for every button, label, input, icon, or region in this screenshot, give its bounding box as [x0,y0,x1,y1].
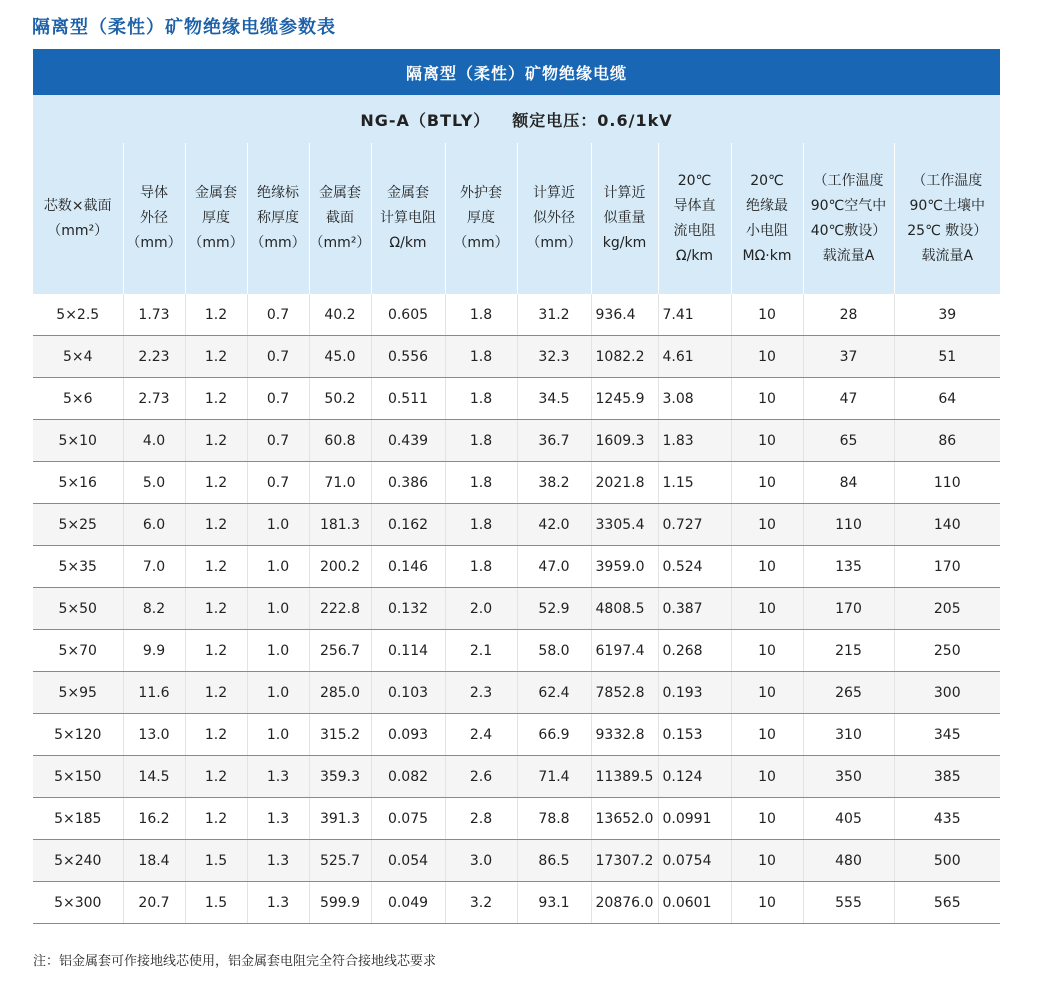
table-cell: 1.2 [185,714,247,756]
table-cell: 45.0 [309,336,371,378]
column-header-line: 20℃ [677,172,712,189]
table-cell: 0.132 [371,588,445,630]
table-cell: 1.5 [185,882,247,924]
column-header [33,143,123,294]
table-cell: 391.3 [309,798,371,840]
table-row [33,840,1000,882]
table-cell: 315.2 [309,714,371,756]
column-header [247,143,309,294]
table-cell: 1.2 [185,294,247,336]
column-header-line: 金属套 [387,185,429,201]
table-cell: 62.4 [517,672,591,714]
table-cell: 47 [803,378,894,420]
table-cell: 0.387 [658,588,731,630]
table-cell: 7.41 [658,294,731,336]
table-cell: 11389.5 [591,756,658,798]
table-cell: 0.049 [371,882,445,924]
table-cell: 71.0 [309,462,371,504]
table-cell: 31.2 [517,294,591,336]
table-cell: 5×4 [33,336,123,378]
table-cell: 40.2 [309,294,371,336]
table-cell: 3.0 [445,840,517,882]
column-header-line: 导体直 [673,197,716,214]
table-cell: 1.2 [185,630,247,672]
column-header-line: 90℃土壤中 [909,197,986,214]
table-row [33,672,1000,714]
table-cell: 480 [803,840,894,882]
table-cell: 359.3 [309,756,371,798]
column-header-line: 外径 [140,210,168,226]
table-cell: 1.8 [445,294,517,336]
table-cell: 10 [731,798,803,840]
table-cell: 10 [731,756,803,798]
table-cell: 1.3 [247,840,309,882]
table-cell: 0.7 [247,336,309,378]
table-cell: 1.5 [185,840,247,882]
table-cell: 265 [803,672,894,714]
table-cell: 1.2 [185,588,247,630]
table-cell: 405 [803,798,894,840]
column-header [123,143,185,294]
table-cell: 1.3 [247,882,309,924]
column-header-line: 金属套 [195,185,237,201]
table-cell: 5×240 [33,840,123,882]
table-cell: 86.5 [517,840,591,882]
table-cell: 110 [894,462,1000,504]
table-cell: 28 [803,294,894,336]
table-cell: 135 [803,546,894,588]
table-cell: 11.6 [123,672,185,714]
table-row [33,420,1000,462]
column-header-line: （mm） [188,235,244,251]
table-cell: 5×35 [33,546,123,588]
table-cell: 42.0 [517,504,591,546]
table-row [33,882,1000,924]
table-cell: 1.0 [247,714,309,756]
column-header [517,143,591,294]
table-cell: 10 [731,840,803,882]
table-cell: 599.9 [309,882,371,924]
table-cell: 1.8 [445,378,517,420]
table-cell: 0.075 [371,798,445,840]
table-row [33,756,1000,798]
table-cell: 37 [803,336,894,378]
table-cell: 20.7 [123,882,185,924]
table-cell: 0.0601 [658,882,731,924]
table-cell: 1082.2 [591,336,658,378]
column-header-line: 绝缘最 [746,197,788,214]
table-cell: 565 [894,882,1000,924]
table-cell: 1.2 [185,672,247,714]
table-cell: 1.73 [123,294,185,336]
column-header-line: 载流量A [921,247,974,264]
table-cell: 350 [803,756,894,798]
table-cell: 1.0 [247,546,309,588]
table-cell: 58.0 [517,630,591,672]
table-cell: 250 [894,630,1000,672]
column-header-line: 厚度 [467,210,495,226]
column-header-line: 40℃敷设） [810,222,887,239]
table-cell: 0.124 [658,756,731,798]
model-label: NG-A（BTLY） [360,110,491,130]
table-cell: 1.2 [185,462,247,504]
page-title: 隔离型（柔性）矿物绝缘电缆参数表 [32,17,336,38]
column-header-line: kg/km [602,235,647,251]
table-cell: 5.0 [123,462,185,504]
table-cell: 10 [731,882,803,924]
column-header-line: 芯数×截面 [43,197,112,214]
table-cell: 5×25 [33,504,123,546]
table-cell: 71.4 [517,756,591,798]
table-cell: 5×10 [33,420,123,462]
column-header [309,143,371,294]
table-cell: 0.054 [371,840,445,882]
table-cell: 205 [894,588,1000,630]
table-cell: 2.8 [445,798,517,840]
column-header-line: 流电阻 [673,222,716,239]
table-cell: 10 [731,504,803,546]
table-cell: 4.61 [658,336,731,378]
table-cell: 10 [731,378,803,420]
table-cell: 38.2 [517,462,591,504]
table-cell: 0.524 [658,546,731,588]
table-cell: 2.3 [445,672,517,714]
table-cell: 50.2 [309,378,371,420]
table-cell: 39 [894,294,1000,336]
column-header-line: 载流量A [822,247,875,264]
footnote: 注：铝金属套可作接地线芯使用，铝金属套电阻完全符合接地线芯要求 [33,954,437,969]
table-cell: 2.6 [445,756,517,798]
table-cell: 215 [803,630,894,672]
table-cell: 6197.4 [591,630,658,672]
column-header-line: Ω/km [389,235,427,251]
table-cell: 0.7 [247,420,309,462]
table-cell: 7.0 [123,546,185,588]
table-cell: 16.2 [123,798,185,840]
table-cell: 256.7 [309,630,371,672]
table-cell: 10 [731,336,803,378]
table-cell: 200.2 [309,546,371,588]
table-cell: 5×16 [33,462,123,504]
table-cell: 0.153 [658,714,731,756]
table-cell: 47.0 [517,546,591,588]
table-cell: 110 [803,504,894,546]
table-cell: 3.2 [445,882,517,924]
table-cell: 1.0 [247,588,309,630]
table-cell: 1.8 [445,546,517,588]
table-row [33,588,1000,630]
table-cell: 10 [731,630,803,672]
table-cell: 0.386 [371,462,445,504]
column-header-line: 90℃空气中 [810,197,887,214]
table-cell: 2.1 [445,630,517,672]
column-header [445,143,517,294]
table-cell: 1.2 [185,798,247,840]
table-cell: 1.8 [445,504,517,546]
column-header-line: （mm²） [309,235,371,251]
table-cell: 0.7 [247,294,309,336]
column-header-line: 导体 [140,185,168,201]
table-cell: 10 [731,588,803,630]
table-cell: 10 [731,546,803,588]
table-row [33,504,1000,546]
table-row [33,294,1000,336]
table-cell: 1609.3 [591,420,658,462]
table-cell: 9.9 [123,630,185,672]
table-cell: 0.7 [247,378,309,420]
column-header-line: 外护套 [460,185,502,201]
table-cell: 51 [894,336,1000,378]
table-cell: 1.83 [658,420,731,462]
table-cell: 52.9 [517,588,591,630]
table-cell: 20876.0 [591,882,658,924]
table-cell: 0.093 [371,714,445,756]
column-header-line: 20℃ [750,172,784,189]
column-header [731,143,803,294]
column-header-line: （mm） [453,235,509,251]
table-body [33,294,1000,924]
column-header [591,143,658,294]
table-cell: 60.8 [309,420,371,462]
table-cell: 435 [894,798,1000,840]
table-cell: 1245.9 [591,378,658,420]
table-cell: 7852.8 [591,672,658,714]
column-header-line: 绝缘标 [257,185,299,201]
table-cell: 93.1 [517,882,591,924]
table-cell: 1.2 [185,756,247,798]
column-header-line: （工作温度 [813,172,884,189]
table-banner: 隔离型（柔性）矿物绝缘电缆 [33,49,1000,95]
table-cell: 66.9 [517,714,591,756]
column-header [803,143,894,294]
table-cell: 936.4 [591,294,658,336]
table-cell: 5×50 [33,588,123,630]
table-cell: 500 [894,840,1000,882]
table-cell: 0.114 [371,630,445,672]
table-cell: 10 [731,420,803,462]
table-cell: 10 [731,714,803,756]
table-row [33,462,1000,504]
table-row [33,714,1000,756]
table-cell: 5×6 [33,378,123,420]
table-cell: 4808.5 [591,588,658,630]
table-row [33,630,1000,672]
column-header-line: 称厚度 [257,210,299,226]
table-cell: 0.0754 [658,840,731,882]
table-cell: 181.3 [309,504,371,546]
column-header-line: 25℃ 敷设） [907,222,988,239]
table-cell: 2.23 [123,336,185,378]
column-header [894,143,1000,294]
table-cell: 86 [894,420,1000,462]
table-cell: 1.2 [185,420,247,462]
column-header-line: MΩ·km [742,247,792,264]
table-cell: 0.727 [658,504,731,546]
table-cell: 9332.8 [591,714,658,756]
column-header [658,143,731,294]
table-cell: 0.511 [371,378,445,420]
table-cell: 345 [894,714,1000,756]
table-row [33,378,1000,420]
column-header-line: Ω/km [675,247,714,264]
column-header-line: 似重量 [603,210,646,226]
model-voltage-row [33,95,1000,143]
table-cell: 1.2 [185,378,247,420]
table-cell: 3305.4 [591,504,658,546]
table-cell: 17307.2 [591,840,658,882]
table-cell: 13652.0 [591,798,658,840]
table-cell: 2.4 [445,714,517,756]
table-cell: 13.0 [123,714,185,756]
table-cell: 10 [731,294,803,336]
table-cell: 0.556 [371,336,445,378]
table-cell: 1.3 [247,756,309,798]
table-cell: 5×95 [33,672,123,714]
table-cell: 0.162 [371,504,445,546]
column-header-line: 截面 [326,210,354,226]
column-header-line: （mm） [526,235,582,251]
column-header-line: 似外径 [533,210,575,226]
table-row [33,546,1000,588]
table-cell: 5×2.5 [33,294,123,336]
column-header [371,143,445,294]
table-cell: 0.605 [371,294,445,336]
table-cell: 1.0 [247,672,309,714]
table-cell: 385 [894,756,1000,798]
table-cell: 84 [803,462,894,504]
table-cell: 0.193 [658,672,731,714]
column-header-line: （工作温度 [912,172,983,189]
table-cell: 222.8 [309,588,371,630]
table-cell: 0.146 [371,546,445,588]
table-cell: 3959.0 [591,546,658,588]
table-cell: 34.5 [517,378,591,420]
column-header-line: （mm） [250,235,306,251]
table-cell: 1.2 [185,504,247,546]
table-cell: 0.7 [247,462,309,504]
table-cell: 140 [894,504,1000,546]
table-cell: 1.0 [247,630,309,672]
column-header-line: （mm²） [47,222,109,239]
table-cell: 1.2 [185,336,247,378]
table-cell: 1.0 [247,504,309,546]
table-cell: 18.4 [123,840,185,882]
table-cell: 1.3 [247,798,309,840]
table-cell: 0.0991 [658,798,731,840]
table-cell: 2.0 [445,588,517,630]
table-cell: 64 [894,378,1000,420]
table-cell: 5×150 [33,756,123,798]
table-cell: 1.8 [445,420,517,462]
table-cell: 1.15 [658,462,731,504]
table-cell: 0.082 [371,756,445,798]
table-cell: 285.0 [309,672,371,714]
table-cell: 5×300 [33,882,123,924]
column-header-line: 小电阻 [746,222,788,239]
table-cell: 0.268 [658,630,731,672]
table-cell: 1.2 [185,546,247,588]
table-cell: 2.73 [123,378,185,420]
table-cell: 36.7 [517,420,591,462]
table-cell: 310 [803,714,894,756]
table-cell: 170 [803,588,894,630]
table-cell: 300 [894,672,1000,714]
table-row [33,336,1000,378]
table-cell: 10 [731,672,803,714]
table-cell: 6.0 [123,504,185,546]
column-header [185,143,247,294]
table-cell: 3.08 [658,378,731,420]
table-cell: 5×120 [33,714,123,756]
column-header-line: （mm） [126,235,182,251]
table-cell: 0.103 [371,672,445,714]
table-cell: 8.2 [123,588,185,630]
column-header-line: 计算近 [603,185,646,201]
column-header-line: 金属套 [319,185,361,201]
table-cell: 10 [731,462,803,504]
column-header-line: 厚度 [202,210,230,226]
rated-voltage-label: 额定电压：0.6/1kV [512,110,673,130]
table-cell: 65 [803,420,894,462]
table-cell: 4.0 [123,420,185,462]
table-cell: 2021.8 [591,462,658,504]
table-cell: 1.8 [445,462,517,504]
table-cell: 5×185 [33,798,123,840]
table-cell: 555 [803,882,894,924]
table-cell: 0.439 [371,420,445,462]
table-cell: 170 [894,546,1000,588]
column-header-row [33,143,1000,294]
table-cell: 5×70 [33,630,123,672]
table-cell: 1.8 [445,336,517,378]
table-cell: 525.7 [309,840,371,882]
column-header-line: 计算电阻 [380,210,436,226]
table-row [33,798,1000,840]
table-cell: 78.8 [517,798,591,840]
cable-spec-table [33,49,1000,924]
table-cell: 32.3 [517,336,591,378]
column-header-line: 计算近 [533,185,575,201]
table-cell: 14.5 [123,756,185,798]
